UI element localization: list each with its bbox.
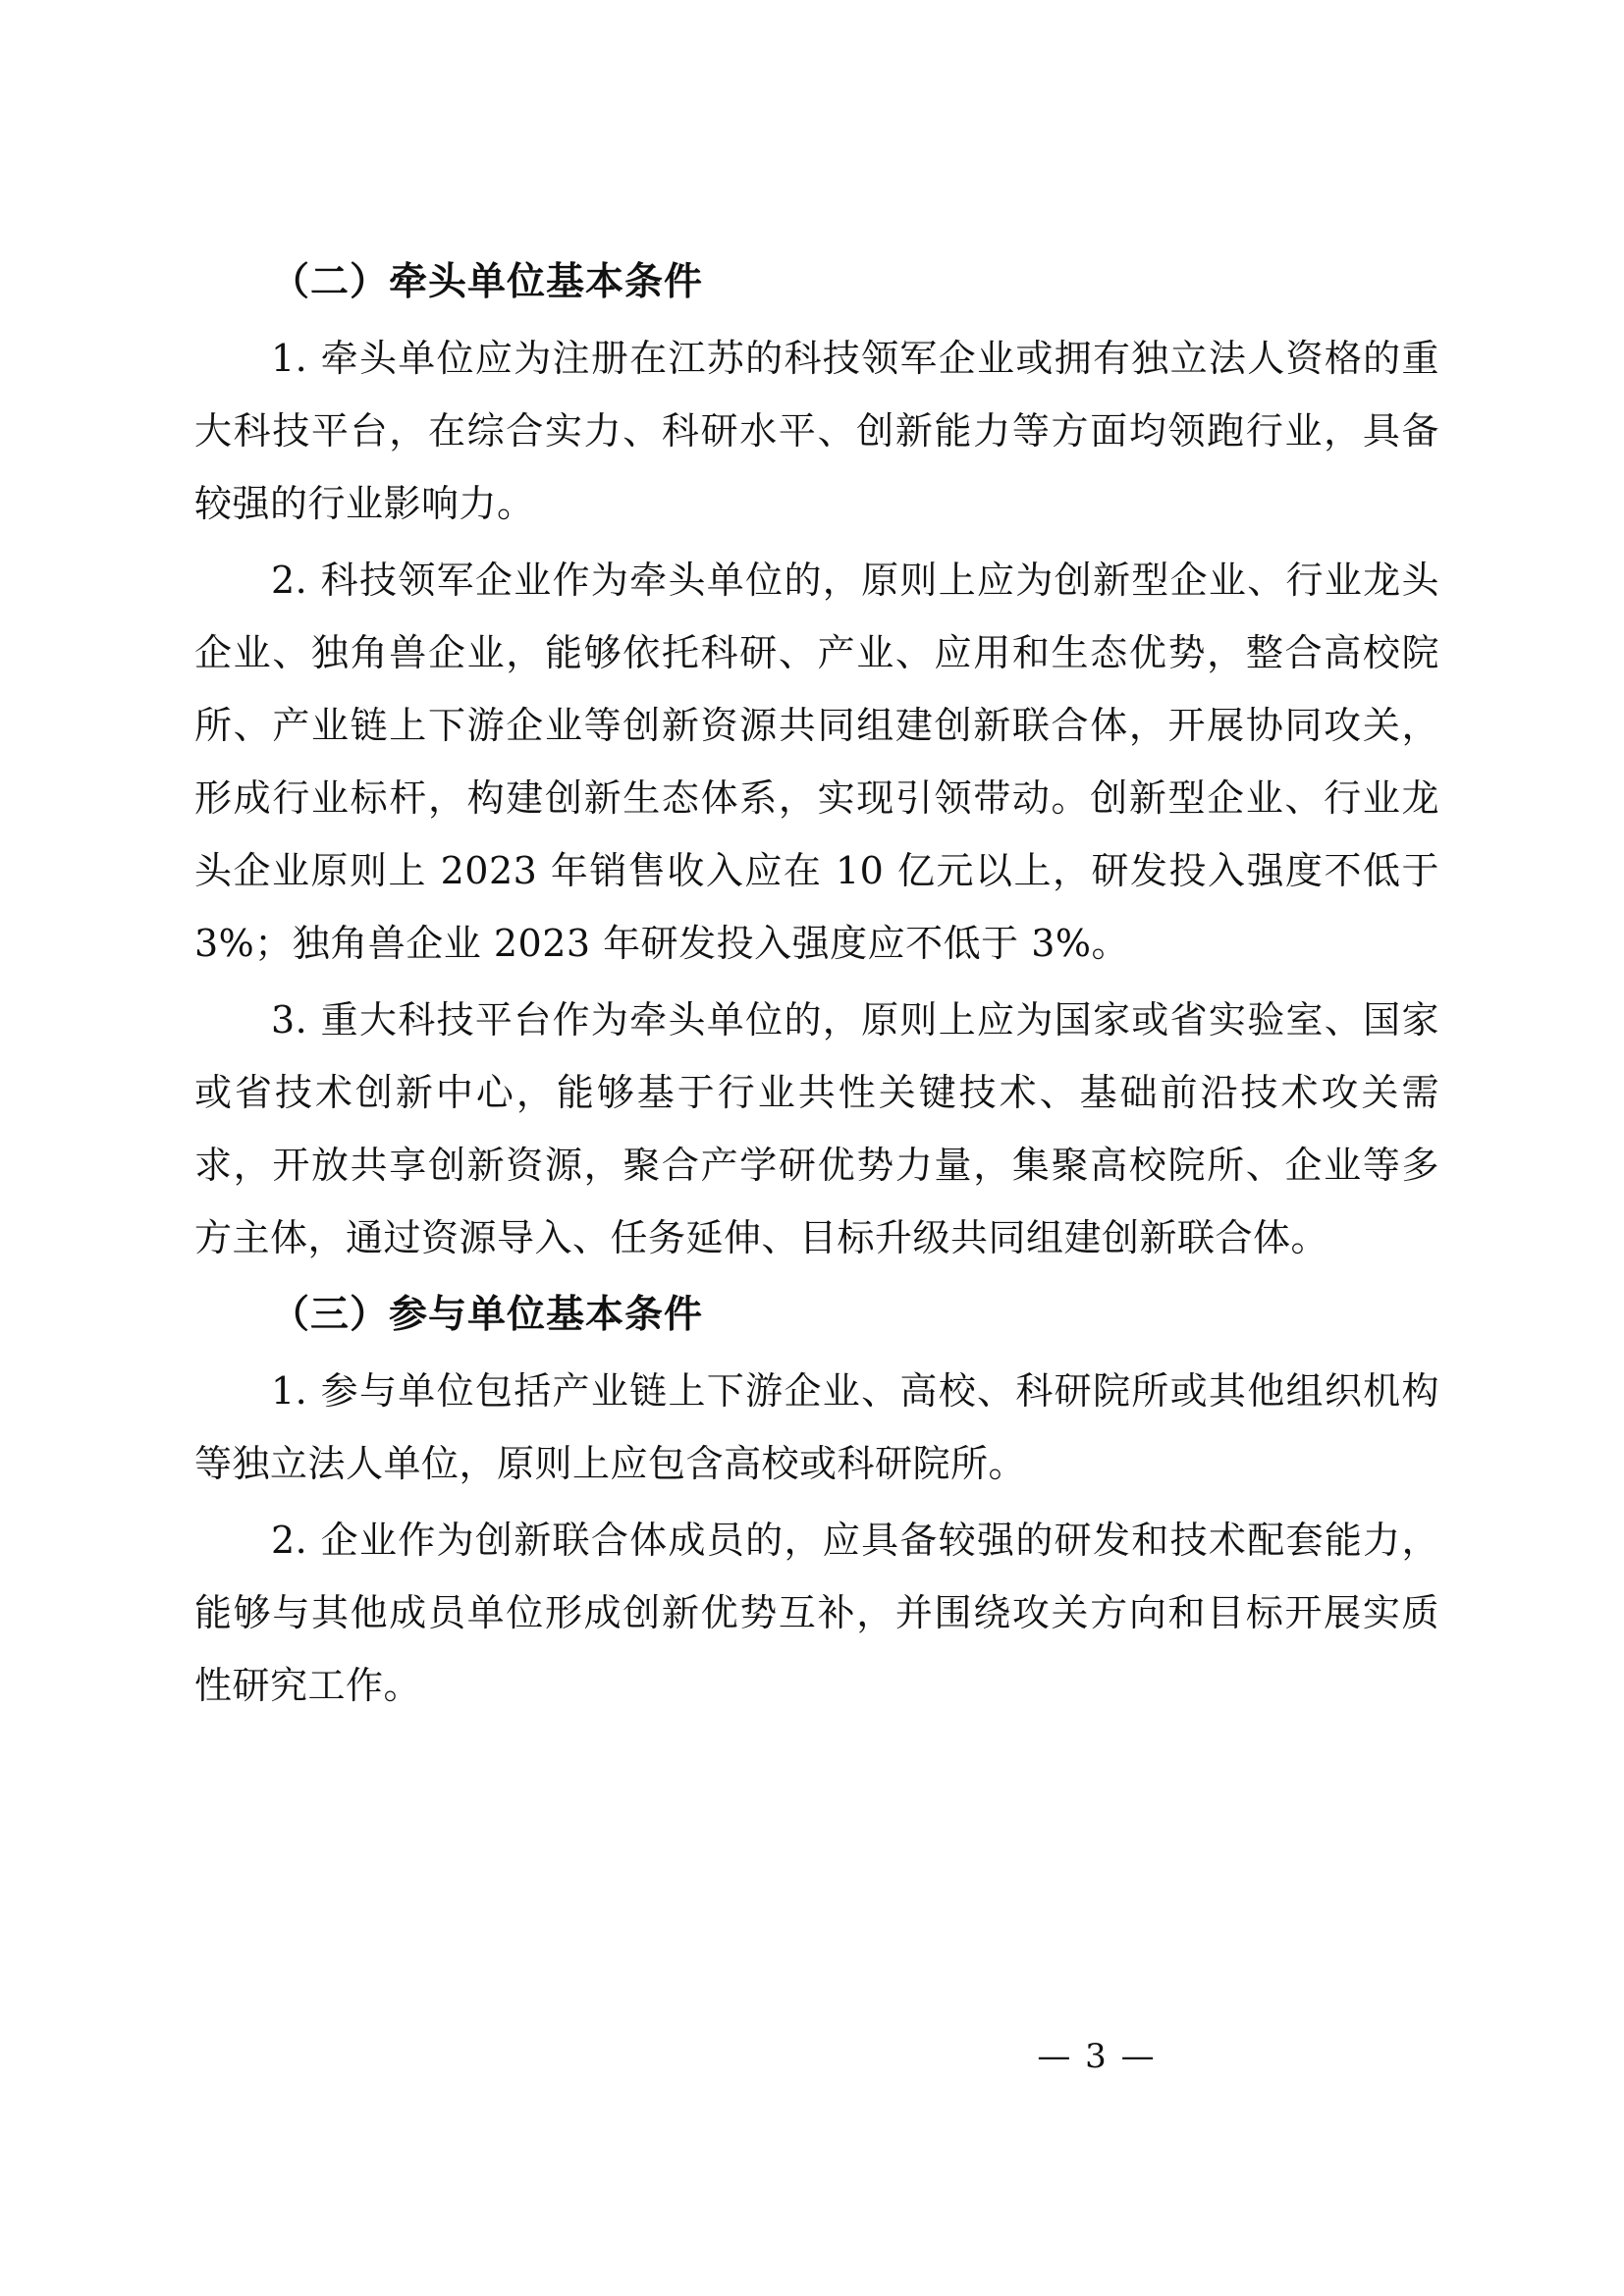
- paragraph-lead-unit-1: 1. 牵头单位应为注册在江苏的科技领军企业或拥有独立法人资格的重大科技平台，在综合实力、科研水平、创新能力等方面均领跑行业，具备较强的行业影响力。: [194, 337, 1439, 525]
- page-number-value: — 3 —: [1037, 2037, 1157, 2076]
- paragraph-participant-unit-2: 2. 企业作为创新联合体成员的，应具备较强的研发和技术配套能力，能够与其他成员单位形成创新优势互补，并围绕攻关方向和目标开展实质性研究工作。: [194, 1519, 1439, 1707]
- paragraph-participant-unit-1: 1. 参与单位包括产业链上下游企业、高校、科研院所或其他组织机构等独立法人单位，原则上应包含高校或科研院所。: [194, 1369, 1439, 1485]
- page-number: [0, 2037, 1624, 2076]
- paragraph-lead-unit-2: 2. 科技领军企业作为牵头单位的，原则上应为创新型企业、行业龙头企业、独角兽企业，能够依托科研、产业、应用和生态优势，整合高校院所、产业链上下游企业等创新资源共同组建创新联合体，开展协同攻关，形成行业标杆，构建创新生态体系，实现引领带动。创新型企业、行业龙头企业原则上 2023 年销售收入应在 10 亿元以上，研发投入强度不低于 3%；独角兽企业 2023 年研发投入强度应不低于 3%。: [194, 559, 1439, 965]
- section-heading-participant-unit-conditions: （三）参与单位基本条件: [271, 1292, 704, 1337]
- paragraph-lead-unit-3: 3. 重大科技平台作为牵头单位的，原则上应为国家或省实验室、国家或省技术创新中心，能够基于行业共性关键技术、基础前沿技术攻关需求，开放共享创新资源，聚合产学研优势力量，集聚高校院所、企业等多方主体，通过资源导入、任务延伸、目标升级共同组建创新联合体。: [194, 998, 1439, 1259]
- document-body: [194, 245, 1439, 1726]
- section-heading-lead-unit-conditions: （二）牵头单位基本条件: [271, 259, 704, 304]
